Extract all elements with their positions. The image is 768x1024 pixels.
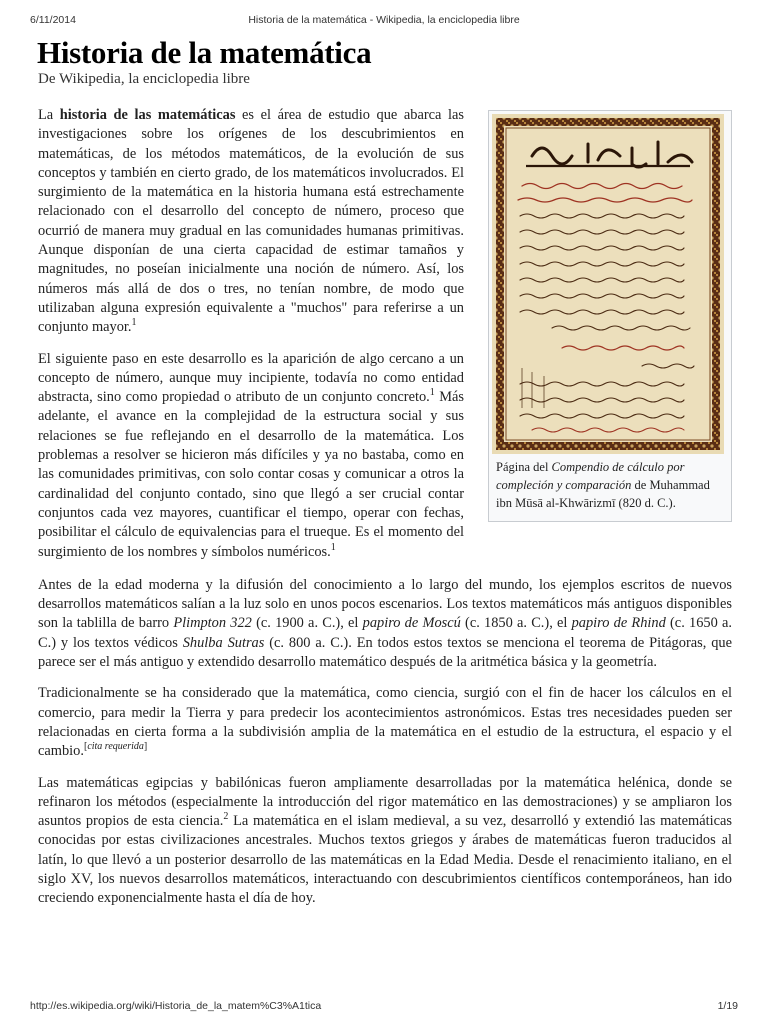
ref-link[interactable]: 1 — [330, 541, 336, 553]
development-paragraph: Las matemáticas egipcias y babilónicas fueron ampliamente desarrolladas por la matemática helénica, donde se refinaron los métodos (especialmente la introducción del rigor matemático en las demostraciones) y se ampliaron los asuntos propios de esta ciencia.$^2$ La matemática en el islam medieval, a su vez, desarrolló y extendió las matemáticas conocidas por estas civilizaciones ancestrales. Muchos textos griegos y árabes de matemáticas fueron traducidos al latín, lo que llevó a un posterior desarrollo de las matemáticas en la Edad Media. Desde el renacimiento italiano, en el siglo XV, los nuevos desarrollos matemáticos, interactuando con descubrimientos científicos contemporáneos, han ido creciendo exponencialmente hasta el día de hoy. — [38, 774, 732, 907]
image-caption: Página del Compendio de cálculo por compleción y comparación de Muhammad ibn Mūsā al-Khwārizmī (820 d. C.). — [496, 460, 710, 510]
print-footer — [30, 1000, 738, 1014]
print-date: 6/11/2014 — [30, 14, 76, 26]
page-title: Historia de la matemática — [37, 35, 372, 70]
rhind-papyrus-link[interactable]: papiro de Rhind — [571, 615, 666, 632]
print-header — [30, 14, 738, 28]
intro-paragraph: La historia de las matemáticas es el área de estudio que abarca las investigaciones sobre los orígenes de los descubrimientos en matemáticas, de los métodos matemáticos, de la evolución de sus conceptos y también en cierto grado, de los matemáticos involucrados. El surgimiento de la matemática en la historia humana está estrechamente relacionado con el desarrollo del concepto de número, proceso que ocurrió de manera muy gradual en las comunidades humanas primitivas. Aunque disponían de una cierta capacidad de estimar tamaños y magnitudes, no poseían inicialmente una noción de número. Así, los números más allá de dos o tres, no tenían nombre, de modo que utilizaban alguna expresión equivalente a "muchos" para referirse a un conjunto mayor.$^1$ — [38, 107, 465, 336]
moscow-papyrus-link[interactable]: papiro de Moscú — [362, 615, 461, 632]
shulba-sutras-link[interactable]: Shulba Sutras — [182, 634, 265, 651]
ref-link[interactable]: 2 — [223, 811, 229, 823]
caption-book-title[interactable]: Compendio de cálculo por compleción y comparación — [496, 460, 685, 492]
traditional-view-paragraph: Tradicionalmente se ha considerado que la matemática, como ciencia, surgió con el fin de hacer los cálculos en el comercio, para medir la Tierra y para predecir los acontecimientos astronómicos. Estas tres necesidades pueden ser relacionadas en cierta forma a la subdivisión amplia de la matemática en el estudio de la estructura, el espacio y el cambio.[cita requerida] — [38, 685, 732, 760]
ref-link[interactable]: 1 — [429, 387, 435, 399]
image-infobox — [488, 110, 732, 522]
number-concept-paragraph: El siguiente paso en este desarrollo es la aparición de algo cercano a un concepto de número, aunque muy incipiente, todavía no como entidad abstracta, sino como propiedad o atributo de un conjunto concreto.$^1$ Más adelante, el avance en la complejidad de la estructura social y sus relaciones se fue reflejando en el desarrollo de la matemática. Los problemas a resolver se hicieron más difíciles y ya no bastaba, como en las comunidades primitivas, con solo contar cosas y comunicar a otros la cardinalidad del conjunto contado, sino que llegó a ser crucial contar conjuntos cada vez mayores, cuantificar el tiempo, operar con fechas, posibilitar el cálculo de equivalencias para el trueque. Es el momento del surgimiento de los nombres y símbolos numéricos.$^1$ — [38, 350, 464, 560]
citation-needed-link[interactable]: [cita requerida] — [83, 741, 148, 753]
manuscript-page-image[interactable] — [492, 114, 724, 454]
bold-term: historia de las matemáticas — [59, 107, 236, 123]
print-page-title: Historia de la matemática - Wikipedia, la enciclopedia libre — [248, 14, 520, 26]
ref-link[interactable]: 1 — [131, 317, 137, 329]
article-body — [38, 106, 732, 921]
ancient-texts-paragraph: Antes de la edad moderna y la difusión del conocimiento a lo largo del mundo, los ejemplos escritos de nuevos desarrollos matemáticos salían a la luz solo en unos pocos escenarios. Los textos matemáticos más antiguos disponibles son la tablilla de barro Plimpton 322 (c. 1900 a. C.), el papiro de Moscú (c. 1850 a. C.), el papiro de Rhind (c. 1650 a. C.) y los textos védicos Shulba Sutras (c. 800 a. C.). En todos estos textos se menciona el teorema de Pitágoras, que parece ser el más antiguo y extendido desarrollo matemático después de la aritmética básica y la geometría. — [38, 576, 732, 671]
site-subtitle: De Wikipedia, la enciclopedia libre — [38, 71, 250, 87]
page-number: 1/19 — [717, 1000, 738, 1012]
page-url: http://es.wikipedia.org/wiki/Historia_de_la_matem%C3%A1tica — [30, 1000, 322, 1012]
plimpton-link[interactable]: Plimpton 322 — [173, 615, 252, 632]
